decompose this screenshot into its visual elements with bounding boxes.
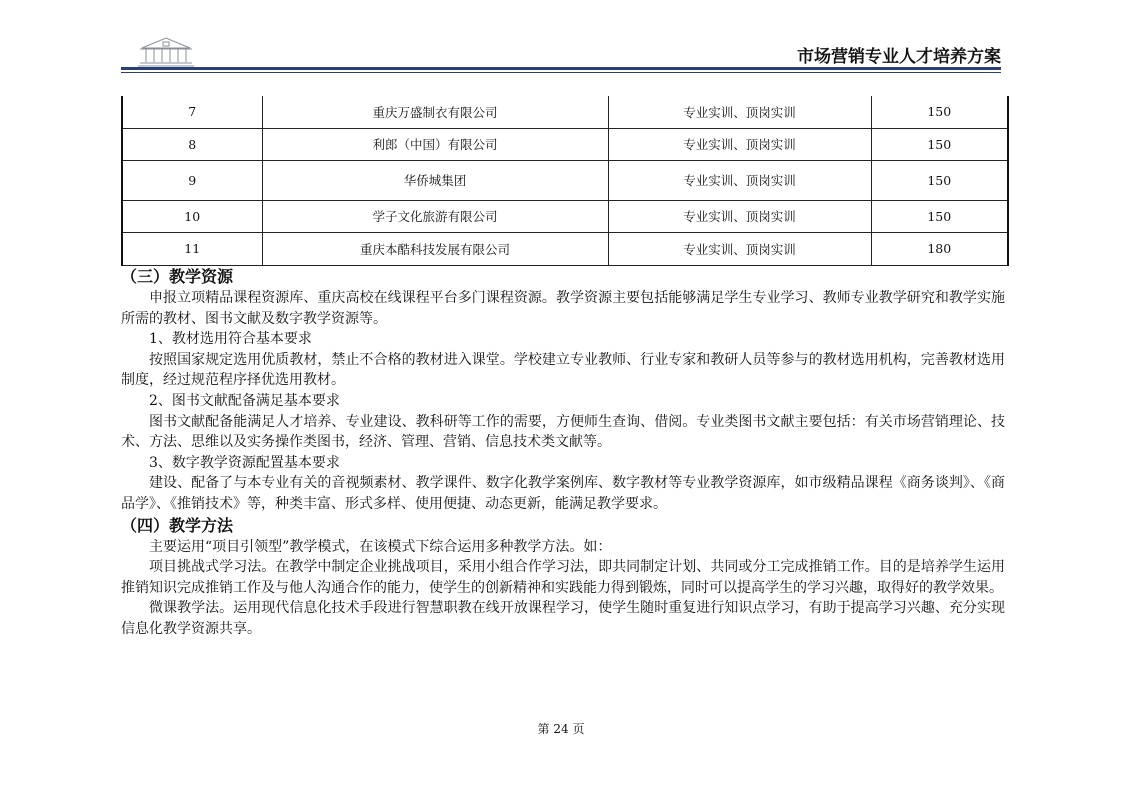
company-name: 华侨城集团	[262, 160, 608, 200]
table-row	[122, 160, 1008, 200]
header-rule	[121, 67, 1001, 70]
table-row	[122, 200, 1008, 232]
paragraph: 项目挑战式学习法。在教学中制定企业挑战项目，采用小组合作学习法，即共同制定计划、共同或分工完成推销工作。目的是培养学生运用推销知识完成推销工作及与他人沟通合作的能力，使学生的创新精神和实践能力得到锻炼，同时可以提高学生的学习兴趣，取得好的教学效果。	[121, 559, 1005, 596]
paragraph: 建设、配备了与本专业有关的音视频素材、教学课件、数字化教学案例库、数字教材等专业教学资源库，如市级精品课程《商务谈判》、《商品学》、《推销技术》等，种类丰富、形式多样、使用便捷、动态更新，能满足教学要求。	[121, 475, 1005, 512]
training-function: 专业实训、顶岗实训	[608, 128, 871, 160]
student-capacity: 180	[871, 232, 1008, 265]
row-number: 8	[122, 128, 262, 160]
training-function: 专业实训、顶岗实训	[608, 160, 871, 200]
section-heading-teaching-methods: （四）教学方法	[121, 515, 234, 535]
paragraph: 申报立项精品课程资源库、重庆高校在线课程平台多门课程资源。教学资源主要包括能够满足学生专业学习、教师专业教学研究和教学实施所需的教材、图书文献及数字教学资源等。	[121, 290, 1005, 327]
company-name: 重庆万盛制衣有限公司	[262, 96, 608, 128]
company-name: 利郎（中国）有限公司	[262, 128, 608, 160]
student-capacity: 150	[871, 160, 1008, 200]
subheading: 3、数字教学资源配置基本要求	[149, 454, 340, 471]
partner-table	[121, 96, 1009, 266]
subheading: 1、教材选用符合基本要求	[149, 331, 312, 348]
training-function: 专业实训、顶岗实训	[608, 200, 871, 232]
section-heading-teaching-resources: （三）教学资源	[121, 267, 234, 286]
student-capacity: 150	[871, 96, 1008, 128]
table-row	[122, 232, 1008, 265]
table-row	[122, 128, 1008, 160]
training-function: 专业实训、顶岗实训	[608, 232, 871, 265]
training-function: 专业实训、顶岗实训	[608, 96, 871, 128]
paragraph: 微课教学法。运用现代信息化技术手段进行智慧职教在线开放课程学习，使学生随时重复进行知识点学习，有助于提高学习兴趣、充分实现信息化教学资源共享。	[121, 600, 1005, 637]
row-number: 7	[122, 96, 262, 128]
page-number: 第 24 页	[537, 722, 585, 736]
header-rule-thin	[121, 72, 1001, 73]
paragraph: 图书文献配备能满足人才培养、专业建设、教科研等工作的需要，方便师生查询、借阅。专业类图书文献主要包括：有关市场营销理论、技术、方法、思维以及实务操作类图书，经济、管理、营销、信息技术类文献等。	[121, 413, 1005, 451]
company-name: 学子文化旅游有限公司	[262, 200, 608, 232]
subheading: 2、图书文献配备满足基本要求	[149, 392, 340, 409]
document-title: 市场营销专业人才培养方案	[797, 47, 1001, 67]
document-body	[121, 266, 1005, 640]
row-number: 10	[122, 200, 262, 232]
university-building-logo-icon	[138, 34, 194, 68]
paragraph: 主要运用“项目引领型”教学模式，在该模式下综合运用多种教学方法。如：	[149, 538, 612, 555]
row-number: 11	[122, 232, 262, 265]
student-capacity: 150	[871, 128, 1008, 160]
table-row	[122, 96, 1008, 128]
student-capacity: 150	[871, 200, 1008, 232]
paragraph: 按照国家规定选用优质教材，禁止不合格的教材进入课堂。学校建立专业教师、行业专家和教研人员等参与的教材选用机构，完善教材选用制度，经过规范程序择优选用教材。	[121, 351, 1005, 389]
row-number: 9	[122, 160, 262, 200]
company-name: 重庆本酷科技发展有限公司	[262, 232, 608, 265]
